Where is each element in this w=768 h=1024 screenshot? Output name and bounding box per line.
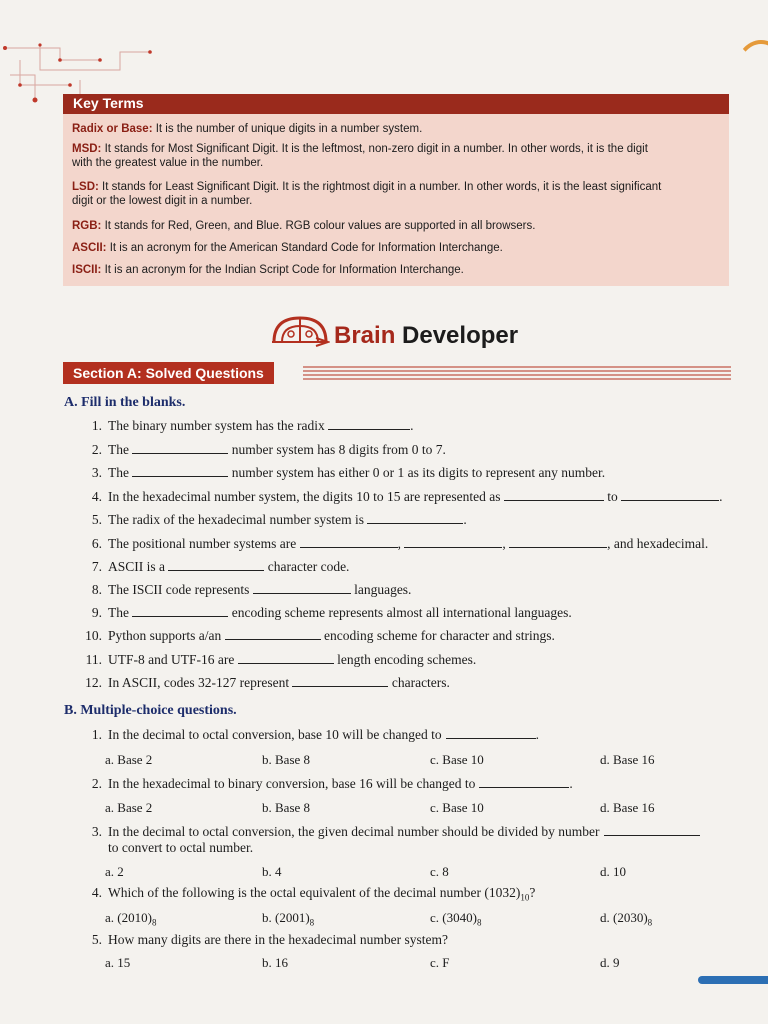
answer-blank[interactable] bbox=[479, 786, 569, 788]
question-number: 1. bbox=[91, 727, 102, 742]
key-term-label: RGB: bbox=[72, 220, 102, 232]
key-term-text-cont: with the greatest value in the number. bbox=[72, 157, 264, 169]
question-text-part: . bbox=[410, 418, 414, 433]
question-text-part: . bbox=[535, 727, 540, 742]
question-text bbox=[108, 628, 555, 644]
section-a-label: Section A: Solved Questions bbox=[63, 362, 274, 384]
option-text: c. Base 10 bbox=[430, 752, 484, 767]
part-a-heading: A. Fill in the blanks. bbox=[64, 395, 186, 410]
key-term-text: It is the number of unique digits in a number system. bbox=[152, 123, 423, 135]
answer-blank[interactable] bbox=[300, 546, 398, 548]
key-term-text: It is an acronym for the Indian Script Code for Information Interchange. bbox=[101, 264, 464, 276]
question-text-part: character code. bbox=[264, 559, 350, 574]
mcq-option[interactable] bbox=[600, 752, 655, 768]
question-text-part: , and hexadecimal. bbox=[607, 536, 709, 551]
key-terms-title: Key Terms bbox=[73, 95, 144, 111]
question-number: 3. bbox=[91, 465, 102, 480]
section-a-bar bbox=[63, 362, 731, 384]
key-term-item bbox=[72, 241, 727, 255]
page-tab-decoration bbox=[698, 976, 768, 984]
key-term-label: ASCII: bbox=[72, 242, 107, 254]
answer-blank[interactable] bbox=[446, 737, 536, 739]
mcq-option[interactable] bbox=[262, 955, 288, 971]
question-text-part: number system has 8 digits from 0 to 7. bbox=[228, 442, 446, 457]
answer-blank[interactable] bbox=[132, 475, 228, 477]
key-term-text-cont: digit or the lowest digit in a number. bbox=[72, 195, 253, 207]
question-number: 5. bbox=[91, 932, 102, 947]
answer-blank[interactable] bbox=[604, 834, 700, 836]
question-text-part: ASCII is a bbox=[108, 559, 169, 574]
answer-blank[interactable] bbox=[132, 615, 228, 617]
question-text bbox=[108, 605, 572, 621]
question-text-part: Which of the following is the octal equivalent of the decimal number (1032) bbox=[108, 885, 521, 900]
question-text bbox=[108, 559, 349, 575]
question-text-part: Python supports a/an bbox=[108, 628, 225, 643]
question-text bbox=[108, 536, 708, 552]
question-text-part: to bbox=[603, 489, 622, 504]
question-text bbox=[108, 675, 450, 691]
key-term-item bbox=[72, 180, 727, 208]
mcq-option[interactable] bbox=[262, 910, 314, 928]
developer-word: Developer bbox=[395, 322, 519, 349]
answer-blank[interactable] bbox=[509, 546, 607, 548]
question-number: 6. bbox=[91, 536, 102, 551]
question-text bbox=[108, 652, 476, 668]
subscript: 8 bbox=[476, 917, 482, 928]
question-text-part: In the decimal to octal conversion, the given decimal number should be divided by number bbox=[108, 824, 600, 839]
subscript: 8 bbox=[151, 917, 157, 928]
answer-blank[interactable] bbox=[253, 592, 351, 594]
option-text: a. 2 bbox=[105, 864, 124, 879]
question-text-part: The bbox=[108, 605, 133, 620]
answer-blank[interactable] bbox=[292, 685, 388, 687]
question-text bbox=[108, 824, 700, 856]
question-text bbox=[108, 582, 411, 598]
answer-blank[interactable] bbox=[132, 452, 228, 454]
key-term-text: It stands for Red, Green, and Blue. RGB colour values are supported in all browsers. bbox=[101, 220, 536, 232]
key-term-text: It stands for Most Significant Digit. It is the leftmost, non-zero digit in a number. In other words, it is the digit bbox=[101, 143, 648, 155]
question-number: 4. bbox=[91, 885, 102, 900]
mcq-option[interactable] bbox=[262, 800, 310, 816]
question-number: 2. bbox=[91, 442, 102, 457]
question-number: 9. bbox=[91, 605, 102, 620]
question-text-part: How many digits are there in the hexadecimal number system? bbox=[108, 932, 449, 947]
question-number: 8. bbox=[91, 582, 102, 597]
subscript: 8 bbox=[647, 917, 653, 928]
question-text bbox=[108, 489, 723, 505]
question-text-part: encoding scheme for character and strings. bbox=[320, 628, 555, 643]
option-text: c. F bbox=[430, 955, 450, 970]
question-text-part: number system has either 0 or 1 as its digits to represent any number. bbox=[228, 465, 606, 480]
option-text: d. 10 bbox=[600, 864, 626, 879]
question-text-part: to convert to octal number. bbox=[108, 840, 254, 855]
question-text bbox=[108, 442, 446, 458]
key-term-item bbox=[72, 219, 727, 233]
question-text bbox=[108, 776, 573, 792]
question-text-part: The binary number system has the radix bbox=[108, 418, 329, 433]
question-number: 4. bbox=[91, 489, 102, 504]
mcq-option[interactable] bbox=[430, 800, 484, 816]
question-number: 2. bbox=[91, 776, 102, 791]
mcq-option[interactable] bbox=[600, 800, 655, 816]
option-text: d. Base 16 bbox=[600, 800, 655, 815]
answer-blank[interactable] bbox=[404, 546, 502, 548]
question-text bbox=[108, 512, 467, 528]
key-term-label: LSD: bbox=[72, 181, 99, 193]
question-text-part: In the decimal to octal conversion, base 10 will be changed to bbox=[108, 727, 442, 742]
question-text-part: , bbox=[502, 536, 510, 551]
subscript: 10 bbox=[520, 892, 530, 903]
brain-word: Brain bbox=[334, 322, 396, 349]
answer-blank[interactable] bbox=[225, 638, 321, 640]
question-number: 5. bbox=[91, 512, 102, 527]
option-text: b. Base 8 bbox=[262, 800, 311, 815]
option-text: a. 15 bbox=[105, 955, 131, 970]
mcq-option[interactable] bbox=[105, 752, 152, 768]
question-text-part: . bbox=[719, 489, 723, 504]
question-text bbox=[108, 885, 535, 903]
mcq-option[interactable] bbox=[600, 955, 620, 971]
question-text-part: . bbox=[569, 776, 573, 791]
option-text: a. Base 2 bbox=[105, 752, 153, 767]
key-term-item bbox=[72, 122, 727, 136]
option-text: d. Base 16 bbox=[600, 752, 655, 767]
mcq-option[interactable] bbox=[600, 864, 626, 880]
key-term-item bbox=[72, 263, 727, 277]
question-number: 11. bbox=[85, 652, 102, 667]
answer-blank[interactable] bbox=[621, 499, 719, 501]
question-text-part: languages. bbox=[350, 582, 412, 597]
question-text-part: In ASCII, codes 32-127 represent bbox=[108, 675, 293, 690]
question-text-part: The radix of the hexadecimal number system is bbox=[108, 512, 368, 527]
key-term-label: Radix or Base: bbox=[72, 123, 153, 135]
option-text: c. (3040) bbox=[430, 910, 477, 925]
option-text: c. 8 bbox=[430, 864, 449, 879]
question-text-part: UTF-8 and UTF-16 are bbox=[108, 652, 238, 667]
mcq-option[interactable] bbox=[430, 955, 450, 971]
option-text: a. Base 2 bbox=[105, 800, 153, 815]
option-text: a. (2010) bbox=[105, 910, 152, 925]
question-text bbox=[108, 932, 448, 948]
question-text-part: The ISCII code represents bbox=[108, 582, 253, 597]
mcq-option[interactable] bbox=[430, 752, 484, 768]
question-text-part: encoding scheme represents almost all international languages. bbox=[228, 605, 572, 620]
key-terms-header bbox=[63, 94, 729, 114]
mcq-option[interactable] bbox=[105, 800, 152, 816]
key-term-item bbox=[72, 142, 727, 170]
brain-developer-title bbox=[334, 322, 518, 350]
question-text-part: The positional number systems are bbox=[108, 536, 300, 551]
question-text-part: In the hexadecimal number system, the digits 10 to 15 are represented as bbox=[108, 489, 504, 504]
part-b-heading: B. Multiple-choice questions. bbox=[64, 703, 237, 718]
key-term-text: It stands for Least Significant Digit. It is the rightmost digit in a number. In other words, it is the least significant bbox=[98, 181, 662, 193]
answer-blank[interactable] bbox=[328, 428, 410, 430]
question-number: 7. bbox=[91, 559, 102, 574]
question-number: 3. bbox=[91, 824, 102, 839]
mcq-option[interactable] bbox=[262, 752, 310, 768]
question-text-part: , bbox=[397, 536, 405, 551]
key-term-text: It is an acronym for the American Standard Code for Information Interchange. bbox=[106, 242, 503, 254]
brain-icon bbox=[270, 312, 330, 350]
subscript: 8 bbox=[309, 917, 315, 928]
answer-blank[interactable] bbox=[238, 662, 334, 664]
question-text bbox=[108, 418, 413, 434]
question-text-part: . bbox=[463, 512, 467, 527]
mcq-option[interactable] bbox=[600, 910, 652, 928]
key-term-label: ISCII: bbox=[72, 264, 102, 276]
corner-arc-decoration bbox=[734, 40, 768, 108]
answer-blank[interactable] bbox=[168, 569, 264, 571]
question-text-part: ? bbox=[529, 885, 536, 900]
mcq-option[interactable] bbox=[105, 955, 130, 971]
question-text-part: The bbox=[108, 442, 133, 457]
question-text-part: The bbox=[108, 465, 133, 480]
key-term-label: MSD: bbox=[72, 143, 102, 155]
question-text-part: length encoding schemes. bbox=[333, 652, 477, 667]
question-number: 10. bbox=[85, 628, 102, 643]
option-text: b. 16 bbox=[262, 955, 288, 970]
question-number: 1. bbox=[91, 418, 102, 433]
answer-blank[interactable] bbox=[504, 499, 604, 501]
option-text: b. 4 bbox=[262, 864, 282, 879]
option-text: b. Base 8 bbox=[262, 752, 311, 767]
question-text bbox=[108, 727, 539, 743]
mcq-option[interactable] bbox=[262, 864, 282, 880]
question-number: 12. bbox=[85, 675, 102, 690]
option-text: d. (2030) bbox=[600, 910, 648, 925]
mcq-option[interactable] bbox=[430, 910, 481, 928]
question-text-part: characters. bbox=[388, 675, 450, 690]
mcq-option[interactable] bbox=[105, 910, 156, 928]
mcq-option[interactable] bbox=[105, 864, 124, 880]
answer-blank[interactable] bbox=[367, 522, 463, 524]
option-text: d. 9 bbox=[600, 955, 620, 970]
mcq-option[interactable] bbox=[430, 864, 449, 880]
question-text bbox=[108, 465, 605, 481]
section-a-rule-lines bbox=[303, 365, 731, 381]
question-text-part: In the hexadecimal to binary conversion, base 16 will be changed to bbox=[108, 776, 476, 791]
option-text: b. (2001) bbox=[262, 910, 310, 925]
option-text: c. Base 10 bbox=[430, 800, 484, 815]
